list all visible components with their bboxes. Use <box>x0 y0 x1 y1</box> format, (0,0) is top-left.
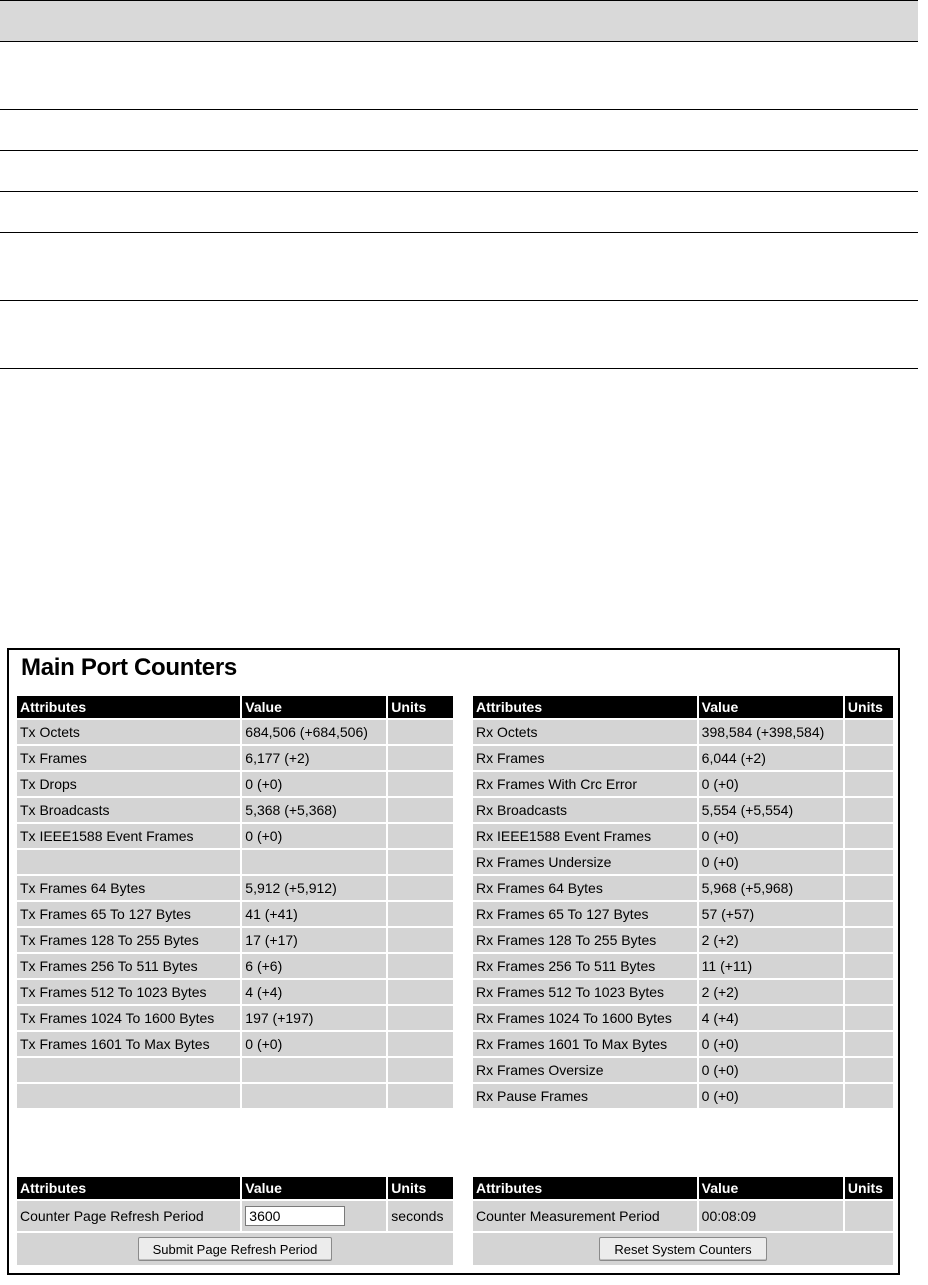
tx-counter-row <box>17 902 453 926</box>
tx-counter-row <box>17 798 453 822</box>
refresh-period-table <box>15 1175 455 1267</box>
rx-counter-row <box>473 1058 893 1082</box>
rx-counter-units-cell <box>845 850 893 874</box>
rx-counter-row <box>473 954 893 978</box>
tx-counter-attribute-cell: Tx Drops <box>17 772 240 796</box>
tx-counter-row <box>17 954 453 978</box>
tx-counter-units-cell <box>388 746 453 770</box>
rx-counter-units-cell <box>845 1084 893 1108</box>
rx-counter-units-cell <box>845 876 893 900</box>
rx-counter-units-cell <box>845 798 893 822</box>
document-table-row <box>0 110 918 151</box>
rx-counter-row <box>473 850 893 874</box>
rx-counter-attribute-cell: Rx Frames With Crc Error <box>473 772 697 796</box>
rx-counter-value-cell: 0 (+0) <box>699 1084 843 1108</box>
tx-counter-row <box>17 772 453 796</box>
main-port-counters-panel <box>7 648 900 1275</box>
column-header-attributes: Attributes <box>473 1177 697 1199</box>
rx-counter-value-cell: 57 (+57) <box>699 902 843 926</box>
rx-counter-value-cell: 11 (+11) <box>699 954 843 978</box>
column-header-attributes: Attributes <box>473 696 697 718</box>
tx-counter-units-cell <box>388 824 453 848</box>
refresh-period-label: Counter Page Refresh Period <box>17 1201 240 1231</box>
tx-counter-units-cell <box>388 720 453 744</box>
tx-counter-row <box>17 720 453 744</box>
tx-counter-value-cell: 4 (+4) <box>242 980 386 1004</box>
tx-counter-row <box>17 1006 453 1030</box>
refresh-table-header-row <box>17 1177 453 1199</box>
rx-counter-value-cell: 5,554 (+5,554) <box>699 798 843 822</box>
tx-table-header-row <box>17 696 453 718</box>
document-table-row <box>0 301 918 369</box>
rx-counter-row <box>473 980 893 1004</box>
tx-counter-units-cell <box>388 1006 453 1030</box>
rx-counter-value-cell: 0 (+0) <box>699 1058 843 1082</box>
rx-table-header-row <box>473 696 893 718</box>
tx-counter-value-cell: 6 (+6) <box>242 954 386 978</box>
tx-counter-attribute-cell <box>17 1084 240 1108</box>
rx-counter-row <box>473 1084 893 1108</box>
measurement-period-value: 00:08:09 <box>699 1201 843 1231</box>
submit-cell <box>17 1233 453 1265</box>
tx-counter-attribute-cell <box>17 850 240 874</box>
document-table-row <box>0 151 918 192</box>
document-table-row <box>0 42 918 110</box>
column-header-value: Value <box>699 696 843 718</box>
tx-counter-attribute-cell: Tx Frames 512 To 1023 Bytes <box>17 980 240 1004</box>
column-header-units: Units <box>388 696 453 718</box>
rx-counter-attribute-cell: Rx Frames <box>473 746 697 770</box>
tx-counter-units-cell <box>388 798 453 822</box>
tx-counter-attribute-cell: Tx Frames 65 To 127 Bytes <box>17 902 240 926</box>
refresh-period-input[interactable] <box>245 1206 345 1226</box>
rx-counter-units-cell <box>845 1006 893 1030</box>
rx-counter-units-cell <box>845 824 893 848</box>
submit-refresh-period-button[interactable]: Submit Page Refresh Period <box>138 1237 333 1261</box>
rx-counter-row <box>473 798 893 822</box>
tx-counter-units-cell <box>388 1084 453 1108</box>
column-header-attributes: Attributes <box>17 1177 240 1199</box>
tx-counter-row <box>17 746 453 770</box>
rx-counter-attribute-cell: Rx IEEE1588 Event Frames <box>473 824 697 848</box>
rx-counter-attribute-cell: Rx Frames 1024 To 1600 Bytes <box>473 1006 697 1030</box>
column-header-attributes: Attributes <box>17 696 240 718</box>
tx-counter-value-cell: 0 (+0) <box>242 772 386 796</box>
rx-counter-attribute-cell: Rx Frames 512 To 1023 Bytes <box>473 980 697 1004</box>
refresh-period-value-cell <box>242 1201 386 1231</box>
tx-counter-units-cell <box>388 980 453 1004</box>
tx-counter-units-cell <box>388 902 453 926</box>
tx-counter-attribute-cell: Tx Frames <box>17 746 240 770</box>
rx-counter-units-cell <box>845 720 893 744</box>
rx-counter-value-cell: 398,584 (+398,584) <box>699 720 843 744</box>
rx-counter-row <box>473 1032 893 1056</box>
tx-counter-row <box>17 850 453 874</box>
rx-counter-units-cell <box>845 902 893 926</box>
rx-counter-value-cell: 6,044 (+2) <box>699 746 843 770</box>
column-header-units: Units <box>388 1177 453 1199</box>
tx-counter-row <box>17 980 453 1004</box>
tx-counter-attribute-cell: Tx Frames 1601 To Max Bytes <box>17 1032 240 1056</box>
tx-counter-value-cell: 41 (+41) <box>242 902 386 926</box>
rx-counter-attribute-cell: Rx Pause Frames <box>473 1084 697 1108</box>
measurement-period-table <box>471 1175 895 1267</box>
tx-counter-units-cell <box>388 1058 453 1082</box>
rx-counter-value-cell: 0 (+0) <box>699 850 843 874</box>
rx-counter-value-cell: 0 (+0) <box>699 772 843 796</box>
rx-counter-attribute-cell: Rx Broadcasts <box>473 798 697 822</box>
rx-counter-value-cell: 5,968 (+5,968) <box>699 876 843 900</box>
rx-counter-row <box>473 928 893 952</box>
tx-counter-attribute-cell: Tx Frames 1024 To 1600 Bytes <box>17 1006 240 1030</box>
reset-system-counters-button[interactable]: Reset System Counters <box>599 1237 766 1261</box>
rx-counter-value-cell: 2 (+2) <box>699 928 843 952</box>
rx-counter-attribute-cell: Rx Frames Oversize <box>473 1058 697 1082</box>
rx-counter-units-cell <box>845 954 893 978</box>
tx-counter-attribute-cell: Tx IEEE1588 Event Frames <box>17 824 240 848</box>
rx-counter-attribute-cell: Rx Frames Undersize <box>473 850 697 874</box>
measurement-period-row <box>473 1201 893 1231</box>
rx-counter-attribute-cell: Rx Frames 64 Bytes <box>473 876 697 900</box>
tx-counter-value-cell <box>242 1084 386 1108</box>
refresh-period-units: seconds <box>388 1201 453 1231</box>
tx-counter-attribute-cell: Tx Frames 64 Bytes <box>17 876 240 900</box>
tx-counter-attribute-cell: Tx Broadcasts <box>17 798 240 822</box>
tx-counter-value-cell: 684,506 (+684,506) <box>242 720 386 744</box>
document-table <box>0 0 918 369</box>
rx-counter-units-cell <box>845 746 893 770</box>
rx-counter-attribute-cell: Rx Frames 1601 To Max Bytes <box>473 1032 697 1056</box>
rx-counter-attribute-cell: Rx Frames 256 To 511 Bytes <box>473 954 697 978</box>
tx-counter-value-cell: 5,368 (+5,368) <box>242 798 386 822</box>
rx-counter-row <box>473 902 893 926</box>
reset-cell <box>473 1233 893 1265</box>
rx-counter-row <box>473 772 893 796</box>
tx-counter-value-cell: 5,912 (+5,912) <box>242 876 386 900</box>
tx-counter-row <box>17 928 453 952</box>
tx-counter-value-cell: 0 (+0) <box>242 824 386 848</box>
rx-counter-value-cell: 0 (+0) <box>699 824 843 848</box>
column-header-units: Units <box>845 696 893 718</box>
rx-counter-units-cell <box>845 928 893 952</box>
refresh-period-row <box>17 1201 453 1231</box>
reset-row <box>473 1233 893 1265</box>
tx-table-body <box>17 720 453 1108</box>
rx-counter-units-cell <box>845 772 893 796</box>
document-table-body <box>0 42 918 369</box>
tx-counter-units-cell <box>388 928 453 952</box>
rx-counter-attribute-cell: Rx Frames 128 To 255 Bytes <box>473 928 697 952</box>
tx-counter-units-cell <box>388 850 453 874</box>
tx-counter-value-cell: 0 (+0) <box>242 1032 386 1056</box>
column-header-value: Value <box>699 1177 843 1199</box>
rx-counter-units-cell <box>845 1032 893 1056</box>
rx-counter-row <box>473 824 893 848</box>
page-title: Main Port Counters <box>21 654 237 681</box>
document-table-row <box>0 233 918 301</box>
tx-counter-units-cell <box>388 772 453 796</box>
rx-counter-attribute-cell: Rx Octets <box>473 720 697 744</box>
tx-counter-row <box>17 824 453 848</box>
rx-counter-value-cell: 4 (+4) <box>699 1006 843 1030</box>
tx-counter-value-cell: 6,177 (+2) <box>242 746 386 770</box>
tx-counters-table <box>15 694 455 1110</box>
rx-counters-table <box>471 694 895 1110</box>
measurement-period-units <box>845 1201 893 1231</box>
rx-counter-units-cell <box>845 980 893 1004</box>
rx-counter-row <box>473 876 893 900</box>
tx-counter-row <box>17 1032 453 1056</box>
document-table-header <box>0 0 918 42</box>
measurement-table-header-row <box>473 1177 893 1199</box>
tx-counter-units-cell <box>388 876 453 900</box>
tx-counter-attribute-cell: Tx Frames 256 To 511 Bytes <box>17 954 240 978</box>
tx-counter-attribute-cell <box>17 1058 240 1082</box>
submit-row <box>17 1233 453 1265</box>
column-header-units: Units <box>845 1177 893 1199</box>
rx-counter-attribute-cell: Rx Frames 65 To 127 Bytes <box>473 902 697 926</box>
column-header-value: Value <box>242 1177 386 1199</box>
tx-counter-row <box>17 876 453 900</box>
tx-counter-value-cell <box>242 850 386 874</box>
document-table-row <box>0 192 918 233</box>
tx-counter-attribute-cell: Tx Frames 128 To 255 Bytes <box>17 928 240 952</box>
rx-counter-row <box>473 720 893 744</box>
tx-counter-attribute-cell: Tx Octets <box>17 720 240 744</box>
column-header-value: Value <box>242 696 386 718</box>
tx-counter-units-cell <box>388 954 453 978</box>
tx-counter-value-cell: 197 (+197) <box>242 1006 386 1030</box>
tx-counter-row <box>17 1084 453 1108</box>
measurement-period-label: Counter Measurement Period <box>473 1201 697 1231</box>
rx-counter-row <box>473 746 893 770</box>
tx-counter-value-cell <box>242 1058 386 1082</box>
rx-counter-units-cell <box>845 1058 893 1082</box>
rx-counter-row <box>473 1006 893 1030</box>
tx-counter-units-cell <box>388 1032 453 1056</box>
tx-counter-row <box>17 1058 453 1082</box>
rx-table-body <box>473 720 893 1108</box>
tx-counter-value-cell: 17 (+17) <box>242 928 386 952</box>
rx-counter-value-cell: 0 (+0) <box>699 1032 843 1056</box>
rx-counter-value-cell: 2 (+2) <box>699 980 843 1004</box>
